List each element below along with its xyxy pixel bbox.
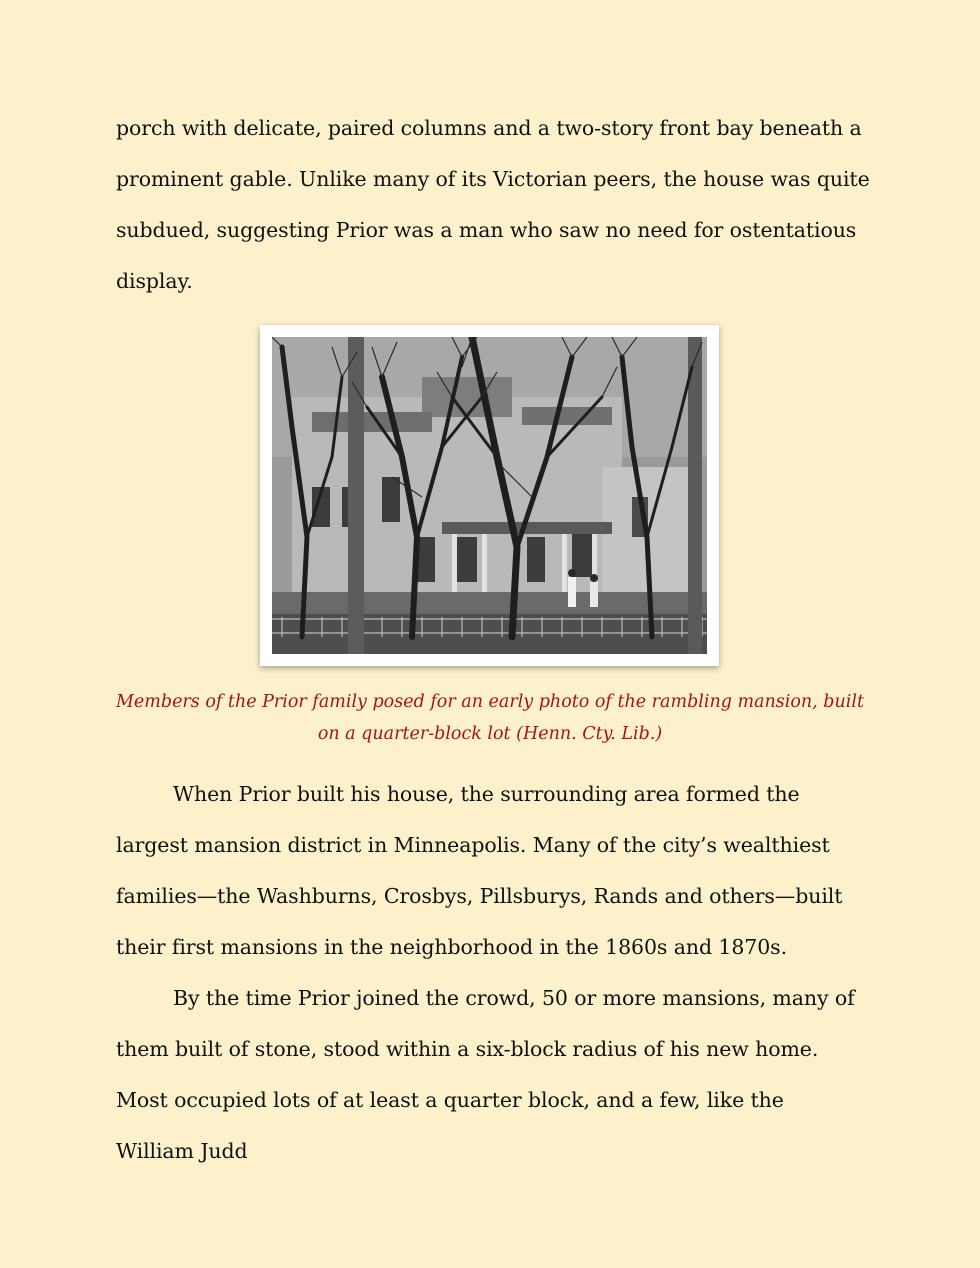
body-paragraph-3: By the time Prior joined the crowd, 50 or more mansions, many of them built of stone, stood within a six-block radius of his new home. Most occupied lots of at least a quarter block, and a few, like the William Judd [116,986,855,1163]
body-paragraph-1: porch with delicate, paired columns and a two-story front bay beneath a prominent gable. Unlike many of its Victorian peers, the house was quite subdued, suggesting Prior was a man who saw no need for ostentatious display. [116,116,870,293]
body-paragraph-2: When Prior built his house, the surrounding area formed the largest mansion district in Minneapolis. Many of the city’s wealthiest families—the Washburns, Crosbys, Pillsburys, Rands and others—built their first mansions in the neighborhood in the 1860s and 1870s. [116,782,843,959]
historic-mansion-photo [272,337,707,654]
photo-caption: Members of the Prior family posed for an early photo of the rambling mansion, built on a quarter-block lot (Henn. Cty. Lib.) [116,692,865,744]
mansion-photo-illustration [272,337,707,654]
historic-photo-frame [260,325,719,666]
